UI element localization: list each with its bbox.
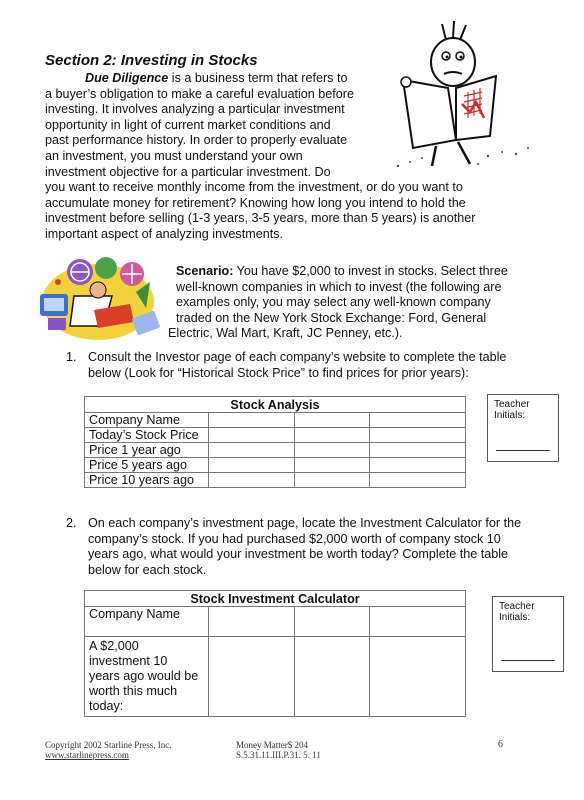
row-label: Price 10 years ago [85,473,209,488]
input-cell[interactable] [208,473,294,488]
input-cell[interactable] [294,443,370,458]
intro-line: investment objective for a particular investment. Do [45,164,331,179]
page-number: 6 [498,739,503,750]
row-label: Price 1 year ago [85,443,209,458]
due-diligence-term: Due Diligence [85,71,169,85]
intro-line: accumulate money for retirement? Knowing how long you intend to hold the [45,195,466,210]
question-line: company’s stock. If you had purchased $2,000 worth of company stock 10 [88,531,501,546]
stock-investment-calculator-table [84,590,466,717]
row-label [85,637,209,717]
table-header-row [85,397,466,413]
scenario-line: traded on the New York Stock Exchange: Ford, General [176,310,487,325]
scenario-line: well-known companies in which to invest (the following are [176,279,502,294]
input-cell[interactable] [370,443,466,458]
row-label: Company Name [85,413,209,428]
teacher-label: Teacher [499,601,535,612]
table-row [85,473,466,488]
input-cell[interactable] [208,428,294,443]
website-link[interactable]: www.starlinepress.com [45,750,129,760]
intro-paragraph [45,71,515,243]
course-code: S.5.31.11.III.P.31. 5. 11 [236,750,321,760]
input-cell[interactable] [294,428,370,443]
signature-line [496,450,550,451]
copyright-text: Copyright 2002 Starline Press, Inc. [45,740,172,750]
intro-line: important aspect of analyzing investments. [45,226,284,241]
table-title: Stock Analysis [85,397,466,413]
row-label-line: worth this much [89,684,178,698]
table-row [85,607,466,637]
table-header-row [85,591,466,607]
signature-line [501,660,555,661]
scenario-paragraph [168,264,531,342]
table-row [85,443,466,458]
input-cell[interactable] [208,443,294,458]
question-1 [66,350,536,382]
table-title: Stock Investment Calculator [85,591,466,607]
table-row [85,428,466,443]
intro-line: an investment, you must understand your own [45,148,303,163]
question-2 [66,516,536,580]
input-cell[interactable] [208,637,294,717]
teacher-initials-box[interactable] [492,596,564,672]
intro-line: a buyer’s obligation to make a careful evaluation before [45,86,354,101]
row-label: Company Name [85,607,209,637]
question-line: below (Look for “Historical Stock Price” to find prices for prior years): [88,365,469,380]
input-cell[interactable] [294,458,370,473]
input-cell[interactable] [208,607,294,637]
input-cell[interactable] [294,473,370,488]
intro-first-line [45,71,515,87]
investing-clipart-illustration [34,252,174,344]
row-label-line: years ago would be [89,669,199,683]
scenario-line: You have $2,000 to invest in stocks. Select three [233,264,508,278]
input-cell[interactable] [370,607,466,637]
question-number: 1. [66,350,77,364]
scenario-label: Scenario: [176,264,234,278]
table-row [85,637,466,717]
table-row [85,413,466,428]
input-cell[interactable] [370,458,466,473]
intro-line: past performance history. In order to properly evaluate [45,133,348,148]
scenario-line: Electric, Wal Mart, Kraft, JC Penney, etc.). [168,326,403,341]
input-cell[interactable] [370,637,466,717]
intro-line: investing. It involves analyzing a particular investment [45,102,345,117]
input-cell[interactable] [208,458,294,473]
table-row [85,458,466,473]
intro-line: opportunity in light of current market conditions and [45,117,331,132]
teacher-initials-box[interactable] [487,394,559,462]
input-cell[interactable] [294,607,370,637]
course-name: Money Matter$ 204 [236,740,308,750]
question-line: below for each stock. [88,562,207,577]
row-label: Price 5 years ago [85,458,209,473]
teacher-label: Initials: [499,612,531,623]
input-cell[interactable] [294,637,370,717]
input-cell[interactable] [370,473,466,488]
row-label-line: A $2,000 [89,639,139,653]
input-cell[interactable] [370,428,466,443]
row-label-line: today: [89,699,124,713]
question-line: years ago, what would your investment be worth today? Complete the table [88,547,509,562]
row-label: Today’s Stock Price [85,428,209,443]
stock-analysis-table [84,396,466,488]
question-number: 2. [66,516,77,530]
footer-center [236,740,321,760]
input-cell[interactable] [294,413,370,428]
question-line: Consult the Investor page of each company’s website to complete the table [88,350,507,364]
input-cell[interactable] [208,413,294,428]
intro-line: is a business term that refers to [168,71,348,85]
input-cell[interactable] [370,413,466,428]
footer-left [45,740,172,760]
section-title: Section 2: Investing in Stocks [45,52,258,69]
intro-line: you want to receive monthly income from the investment, or do you want to [45,180,463,195]
teacher-label: Teacher [494,399,530,410]
teacher-label: Initials: [494,410,526,421]
question-line: On each company’s investment page, locate the Investment Calculator for the [88,516,522,530]
intro-line: investment before selling (1-3 years, 3-5 years, more than 5 years) is another [45,211,476,226]
row-label-line: investment 10 [89,654,168,668]
scenario-line: examples only, you may select any well-known company [176,295,491,310]
scenario-first-line [176,264,531,280]
